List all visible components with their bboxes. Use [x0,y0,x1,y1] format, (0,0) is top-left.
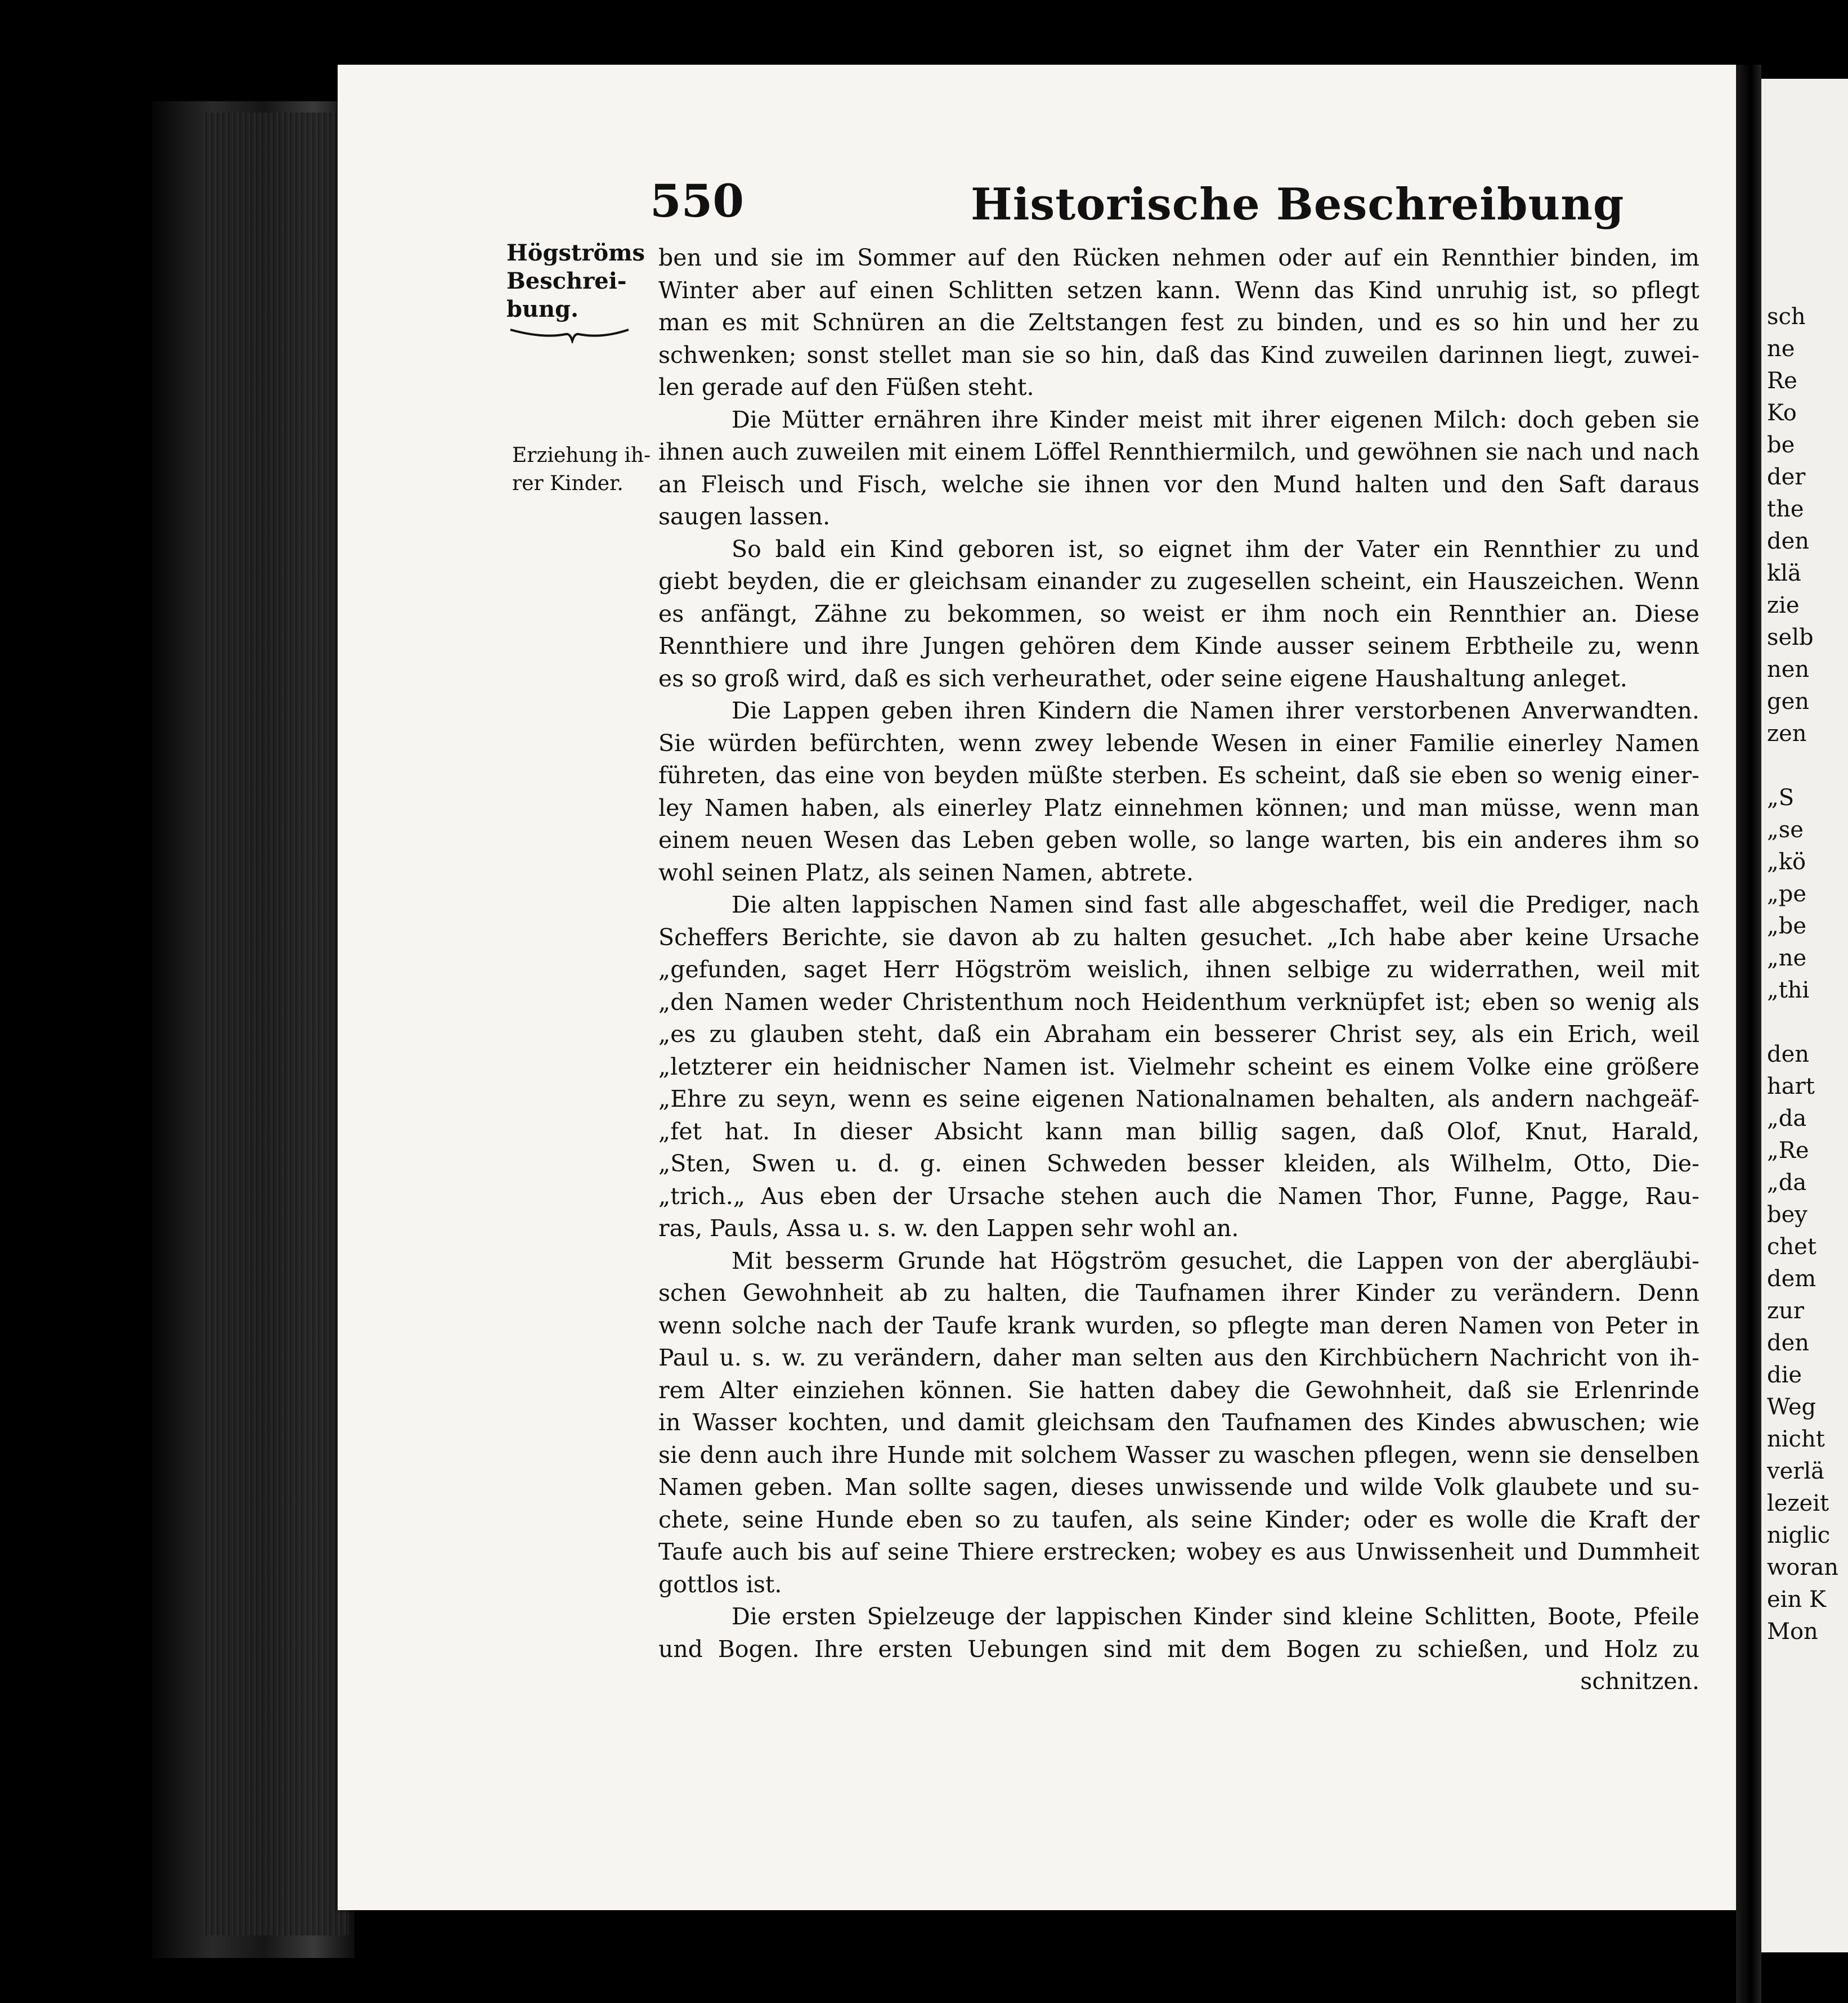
margin-note-line: bung. [506,296,579,322]
text-line: „Ehre zu seyn, wenn es seine eigenen Nationalnamen behalten, als andern nachgeäf- [658,1085,1699,1112]
text-line: ihnen auch zuweilen mit einem Löffel Rennthiermilch, und gewöhnen sie nach und nach [658,438,1699,465]
next-page-fragment: chet [1767,1234,1816,1260]
text-line: Winter aber auf einen Schlitten setzen kann. Wenn das Kind unruhig ist, so pflegt [658,276,1699,304]
next-page-fragment: „pe [1767,881,1806,907]
text-line: Die Mütter ernähren ihre Kinder meist mit ihrer eigenen Milch: doch geben sie [732,406,1699,433]
margin-note-line: Beschrei- [506,268,627,294]
text-line: „trich.„ Aus eben der Ursache stehen auch die Namen Thor, Funne, Pagge, Rau- [658,1182,1699,1210]
page-gutter [1736,65,1761,2003]
next-page-fragment: die [1767,1362,1802,1388]
text-line: saugen lassen. [658,503,831,530]
margin-note-line: Högströms [506,240,645,266]
text-line: schwenken; sonst stellet man sie so hin, daß das Kind zuweilen darinnen liegt, zuwei- [658,341,1699,369]
text-line: „fet hat. In dieser Absicht kann man billig sagen, daß Olof, Knut, Harald, [658,1117,1699,1145]
text-line: es anfängt, Zähne zu bekommen, so weist er ihm noch ein Rennthier an. Diese [658,600,1699,627]
text-line: rem Alter einziehen können. Sie hatten dabey die Gewohnheit, daß sie Erlenrinde [658,1376,1699,1404]
text-line: ley Namen haben, als einerley Platz einnehmen können; und man müsse, wenn man [658,794,1699,821]
text-line: „Sten, Swen u. d. g. einen Schweden besser kleiden, als Wilhelm, Otto, Die- [658,1150,1699,1177]
text-line: „es zu glauben steht, daß ein Abraham ein besserer Christ sey, als ein Erich, weil [658,1021,1699,1048]
next-page-fragment: „se [1767,817,1804,843]
text-line: Rennthiere und ihre Jungen gehören dem Kinde ausser seinem Erbtheile zu, wenn [658,632,1699,659]
text-line: „den Namen weder Christenthum noch Heidenthum verknüpfet ist; eben so wenig als [658,988,1699,1016]
text-line: „gefunden, saget Herr Högström weislich, ihnen selbige zu widerrathen, weil mit [658,956,1699,983]
next-page-fragment: „S [1767,785,1795,811]
text-line: in Wasser kochten, und damit gleichsam den Taufnamen des Kindes abwuschen; wie [658,1409,1699,1436]
next-page-fragment: „thi [1767,977,1810,1003]
margin-brace [509,326,630,343]
text-line: führeten, das eine von beyden müßte sterben. Es scheint, daß sie eben so wenig einer- [658,762,1699,789]
text-line: Die alten lappischen Namen sind fast alle abgeschaffet, weil die Prediger, nach [732,891,1699,918]
text-line: Taufe auch bis auf seine Thiere erstrecken; wobey es aus Unwissenheit und Dummheit [658,1538,1699,1565]
next-page-fragment: „Re [1767,1138,1809,1164]
next-page-fragment: Weg [1767,1394,1816,1420]
page-block-edges [203,113,349,1935]
margin-note-line: rer Kinder. [512,472,624,495]
next-page-fragment: niglic [1767,1523,1831,1548]
next-page-fragment: „be [1767,913,1806,939]
margin-note-line: Erziehung ih- [512,444,651,467]
next-page-fragment: klä [1767,560,1801,586]
text-line: an Fleisch und Fisch, welche sie ihnen vor den Mund halten und den Saft daraus [658,470,1699,498]
text-line: Scheffers Berichte, sie davon ab zu halten gesuchet. „Ich habe aber keine Ursache [658,923,1699,951]
next-page-fragment: „ne [1767,945,1807,971]
next-page-fragment: zur [1767,1298,1804,1324]
next-page-fragment: hart [1767,1074,1815,1099]
text-line: man es mit Schnüren an die Zeltstangen fest zu binden, und es so hin und her zu [658,309,1699,336]
running-head-title: Historische Beschreibung [971,179,1625,230]
text-line: chete, seine Hunde eben so zu taufen, als seine Kinder; oder es wolle die Kraft der [658,1506,1699,1533]
next-page-text [1767,301,1838,1648]
text-line: es so groß wird, daß es sich verheurathet, oder seine eigene Haushaltung anleget. [658,664,1627,692]
margin-note-hoegstroem [506,239,645,324]
text-line: einem neuen Wesen das Leben geben wolle, so lange warten, bis ein anderes ihm so [658,827,1699,854]
next-page-fragment: der [1767,464,1806,490]
text-line: gottlos ist. [658,1570,782,1598]
next-page-fragment: zen [1767,721,1807,747]
text-line: wohl seinen Platz, als seinen Namen, abtrete. [658,859,1194,886]
text-line: Mit besserm Grunde hat Högström gesuchet, die Lappen von der abergläubi- [732,1247,1699,1274]
text-line: sie denn auch ihre Hunde mit solchem Wasser zu waschen pflegen, wenn sie denselben [658,1441,1699,1468]
next-page-fragment: be [1767,432,1795,458]
next-page-fragment: gen [1767,689,1810,715]
text-line: schnitzen. [1580,1668,1699,1695]
body-text [658,242,1699,1698]
text-line: So bald ein Kind geboren ist, so eignet ihm der Vater ein Rennthier zu und [732,535,1699,563]
text-line: „letzterer ein heidnischer Namen ist. Vielmehr scheint es einem Volke eine größere [658,1053,1699,1080]
next-page-fragment: ein K [1767,1587,1826,1613]
text-line: ben und sie im Sommer auf den Rücken nehmen oder auf ein Rennthier binden, im [658,244,1699,271]
text-line: Namen geben. Man sollte sagen, dieses unwissende und wilde Volk glaubete und su- [658,1474,1699,1501]
next-page-fragment: den [1767,1330,1810,1356]
text-line: Die ersten Spielzeuge der lappischen Kinder sind kleine Schlitten, Boote, Pfeile [732,1603,1699,1630]
next-page-fragment: dem [1767,1266,1816,1292]
next-page-fragment: ne [1767,336,1795,362]
next-page-fragment: sch [1767,304,1806,330]
next-page-fragment [1767,1007,1838,1039]
text-line: giebt beyden, die er gleichsam einander zu zugesellen scheint, ein Hauszeichen. Wenn [658,568,1699,595]
margin-note-erziehung [512,442,651,498]
text-line: Die Lappen geben ihren Kindern die Namen ihrer verstorbenen Anverwandten. [732,697,1699,724]
next-page-fragment: Mon [1767,1619,1818,1645]
next-page-strip [1761,79,1848,1952]
page-number: 550 [650,174,744,227]
next-page-fragment: lezeit [1767,1490,1829,1516]
next-page-fragment: selb [1767,625,1814,650]
next-page-fragment: bey [1767,1202,1807,1228]
next-page-fragment [1767,750,1838,782]
next-page-fragment: nicht [1767,1426,1825,1452]
next-page-fragment: Ko [1767,400,1797,426]
next-page-fragment: woran [1767,1555,1839,1580]
text-line: und Bogen. Ihre ersten Uebungen sind mit dem Bogen zu schießen, und Holz zu [658,1635,1699,1663]
next-page-fragment: Re [1767,368,1797,394]
text-line: ras, Pauls, Assa u. s. w. den Lappen sehr wohl an. [658,1215,1239,1242]
text-line: Sie würden befürchten, wenn zwey lebende Wesen in einer Familie einerley Namen [658,729,1699,757]
next-page-fragment: den [1767,1041,1810,1067]
text-line: schen Gewohnheit ab zu halten, die Taufnamen ihrer Kinder zu verändern. Denn [658,1279,1699,1306]
text-line: wenn solche nach der Taufe krank wurden, so pflegte man deren Namen von Peter in [658,1312,1699,1339]
next-page-fragment: „kö [1767,849,1806,875]
next-page-fragment: zie [1767,592,1800,618]
next-page-fragment: „da [1767,1106,1807,1131]
next-page-fragment: „da [1767,1170,1807,1196]
next-page-fragment: nen [1767,657,1810,682]
next-page-fragment: the [1767,496,1804,522]
text-line: len gerade auf den Füßen steht. [658,374,1034,401]
next-page-fragment: verlä [1767,1458,1825,1484]
next-page-fragment: den [1767,528,1810,554]
text-line: Paul u. s. w. zu verändern, daher man selten aus den Kirchbüchern Nachricht von ih- [658,1344,1699,1371]
